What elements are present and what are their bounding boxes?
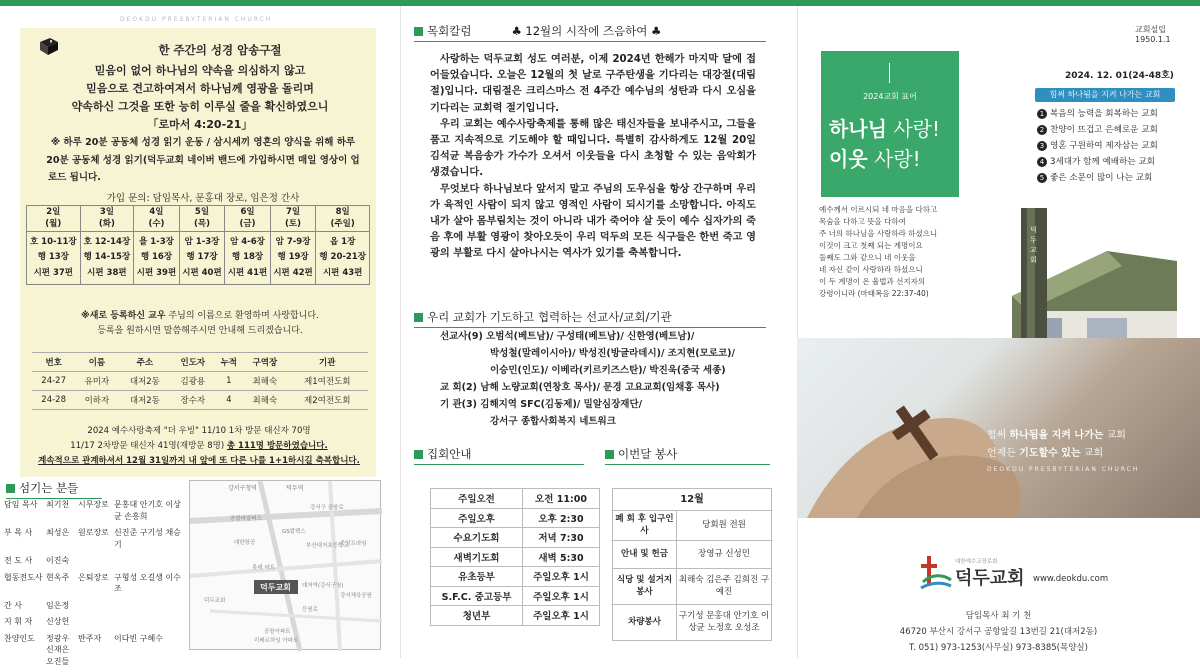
minister-cell: 구형성 오길생 이수조 xyxy=(114,572,184,600)
newcomer-welcome xyxy=(30,309,370,339)
scripture-line: 네 자신 같이 사랑하라 하셨으니 xyxy=(819,264,937,276)
reading-passage: 행 14-15장 xyxy=(81,250,134,265)
reading-line: 로드 됩니다. xyxy=(38,169,368,187)
volunteer-names: 당회원 전원 xyxy=(677,511,772,541)
scripture-line: 이것이 크고 첫째 되는 계명이요 xyxy=(819,240,937,252)
reading-passage: 욜 1-3장 xyxy=(134,235,179,250)
middle-column xyxy=(400,6,797,658)
church-contact xyxy=(797,608,1200,656)
service-time: 저녁 7:30 xyxy=(523,528,600,548)
minister-cell: 문홍대 안기호 이상균 손흥희 xyxy=(114,499,184,527)
senior-pastor: 담임목사 최 기 천 xyxy=(797,608,1200,624)
newcomer-cell: 대저2동 xyxy=(119,372,172,391)
section-marker xyxy=(605,450,614,459)
newcomer-cell: 4 xyxy=(214,391,243,410)
praying-hands-photo xyxy=(797,338,1200,518)
weekly-reading-table xyxy=(26,205,370,285)
minister-cell: 현옥주 xyxy=(46,572,78,600)
day-date: 4일 xyxy=(134,207,179,218)
newcomer-cell: 이하자 xyxy=(75,391,118,410)
mission-line: 기 관(3) 김해지역 SFC(김동제)/ 밀알심장재단/ xyxy=(440,396,770,413)
motto-box xyxy=(821,51,959,197)
newcomer-cell: 제2여전도회 xyxy=(286,391,368,410)
map-label: 강서구청역 xyxy=(228,483,257,492)
minister-row xyxy=(4,572,184,600)
newcomer-column-header: 구역장 xyxy=(243,353,286,372)
volunteer-names: 장영규 신성민 xyxy=(677,541,772,569)
mission-title: 우리 교회가 기도하고 협력하는 선교사/교회/기관 xyxy=(427,310,672,324)
reading-passage: 시편 41편 xyxy=(225,266,270,281)
column-subtitle: ♣ 12월의 시작에 즈음하여 ♣ xyxy=(511,24,661,38)
column-header xyxy=(414,23,766,42)
services-title: 집회안내 xyxy=(427,447,471,461)
mission-line: 교 회(2) 남해 노량교회(연창호 목사)/ 문경 고요교회(임채홍 목사) xyxy=(440,379,770,396)
newcomer-sub: 등록을 원하시면 말씀해주시면 안내해 드리겠습니다. xyxy=(30,324,370,339)
scripture-line: 목숨을 다하고 뜻을 다하여 xyxy=(819,216,937,228)
minister-cell: 최성은 xyxy=(46,527,78,555)
minister-cell xyxy=(114,555,184,572)
photo-text: 힘써 xyxy=(987,430,1010,441)
volunteer-header xyxy=(605,446,770,465)
reading-passage: 행 16장 xyxy=(134,250,179,265)
reading-passage: 시편 40편 xyxy=(180,266,225,281)
map-label: 부산대저초등학교 xyxy=(306,541,349,549)
newcomer-column-header: 기관 xyxy=(286,353,368,372)
map-label: 덕두역 xyxy=(286,483,303,492)
services-header xyxy=(414,446,584,465)
services-table xyxy=(430,488,600,626)
minister-row xyxy=(4,499,184,527)
column-title: 목회칼럼 xyxy=(427,24,471,38)
newcomer-cell: 장수자 xyxy=(171,391,214,410)
reading-line: ※ 하루 20분 공동체 성경 읽기 운동 / 삼시세끼 영혼의 양식을 위해 하루 xyxy=(38,134,368,152)
weekly-day-header xyxy=(179,206,225,232)
location-map xyxy=(189,480,381,650)
verse-line: 믿음이 없어 하나님의 약속을 의심하지 않고 xyxy=(40,62,360,80)
service-time: 새벽 5:30 xyxy=(523,547,600,567)
minister-cell: 은퇴장로 xyxy=(78,572,114,600)
svg-text:덕: 덕 xyxy=(1030,225,1037,234)
weekly-day-header xyxy=(27,206,81,232)
map-roads xyxy=(190,481,382,651)
minister-cell: 전 도 사 xyxy=(4,555,46,572)
service-name: 주일오전 xyxy=(431,489,523,509)
church-logo-icon xyxy=(919,554,953,594)
verse-text xyxy=(40,62,360,134)
newcomer-column-header: 이름 xyxy=(75,353,118,372)
reading-passage: 시편 39편 xyxy=(134,266,179,281)
vision-item xyxy=(1037,106,1197,122)
minister-cell: 반주자 xyxy=(78,633,114,672)
volunteer-names: 최해숙 김은주 김희진 구예진 xyxy=(677,569,772,605)
verse-title: 한 주간의 성경 암송구절 xyxy=(120,42,320,58)
volunteer-row xyxy=(613,569,772,605)
church-website-link[interactable]: www.deokdu.com xyxy=(1033,574,1108,584)
vision-text: 찬양이 뜨겁고 은혜로운 교회 xyxy=(1050,125,1158,135)
reading-passage: 시편 42편 xyxy=(271,266,316,281)
vision-text: 영혼 구원하여 제자삼는 교회 xyxy=(1050,141,1158,151)
weekly-day-header xyxy=(270,206,316,232)
church-slogan: 힘써 하나됨을 지켜 나가는 교회 xyxy=(1035,88,1175,102)
weekly-reading-cell xyxy=(27,232,81,285)
minister-row xyxy=(4,555,184,572)
festival-blessing: 계속적으로 관계하셔서 12월 31일까지 내 앞에 또 다른 나를 1+1하시길 축복합니다. xyxy=(28,454,370,469)
cover-column xyxy=(797,6,1200,658)
newcomer-cell: 제1여전도회 xyxy=(286,372,368,391)
day-name: (목) xyxy=(180,219,225,230)
bulletin-date: 2024. 12. 01(24-48호) xyxy=(1065,68,1174,81)
newcomer-cell: 24-27 xyxy=(32,372,75,391)
newcomer-title-rest: 주님의 이름으로 환영하며 사랑합니다. xyxy=(168,311,319,321)
svg-text:두: 두 xyxy=(1030,236,1037,244)
vision-number-icon: 5 xyxy=(1037,173,1047,183)
service-name: 유초등부 xyxy=(431,567,523,587)
newcomer-cell: 유미자 xyxy=(75,372,118,391)
volunteer-table xyxy=(612,488,772,641)
volunteer-title: 이번달 봉사 xyxy=(618,447,677,461)
day-date: 7일 xyxy=(271,207,316,218)
photo-text: 하나됨을 지켜 나가는 xyxy=(1010,430,1104,441)
newcomer-cell: 24-28 xyxy=(32,391,75,410)
vision-number-icon: 2 xyxy=(1037,125,1047,135)
map-label: 강서체육공원 xyxy=(340,591,372,599)
motto-word: 이웃 xyxy=(829,147,868,171)
scripture-quote xyxy=(819,204,937,300)
reading-passage: 암 7-9장 xyxy=(271,235,316,250)
reading-passage: 행 17장 xyxy=(180,250,225,265)
service-name: 수요기도회 xyxy=(431,528,523,548)
newcomer-title: ※새로 등록하신 교우 xyxy=(81,311,166,321)
minister-cell: 정광우 신재은 오진들 xyxy=(46,633,78,672)
reading-passage: 호 10-11장 xyxy=(27,235,80,250)
service-row xyxy=(431,606,600,626)
minister-cell: 협동전도사 xyxy=(4,572,46,600)
service-time: 주일오후 1시 xyxy=(523,586,600,606)
reading-passage: 행 19장 xyxy=(271,250,316,265)
mission-line: 선교사(9) 오범석(베트남)/ 구성태(베트남)/ 신한영(베트남)/ xyxy=(440,328,770,345)
photo-text: 언제든 xyxy=(987,448,1019,459)
section-marker xyxy=(414,313,423,322)
service-row xyxy=(431,528,600,548)
minister-cell xyxy=(78,555,114,572)
day-date: 2일 xyxy=(27,207,80,218)
newcomer-cell: 최해숙 xyxy=(243,372,286,391)
weekly-reading-cell xyxy=(316,232,370,285)
volunteer-row xyxy=(613,541,772,569)
mission-line: 박성철(말레이시아)/ 박성진(방글라데시)/ 조지현(모로코)/ xyxy=(440,345,770,362)
motto-word: 사랑! xyxy=(887,117,940,141)
photo-banner: DEOKDU PRESBYTERIAN CHURCH xyxy=(987,466,1139,473)
newcomer-column-header: 인도자 xyxy=(171,353,214,372)
church-address: 46720 부산시 강서구 공항앞길 13번길 21(대저2동) xyxy=(797,624,1200,640)
volunteer-month: 12월 xyxy=(613,489,772,511)
column-paragraph: 우리 교회는 예수사랑축제를 통해 많은 태신자들을 보내주시고, 그들을 품고 지속적으로 기도해야 할 때입니다. 특별히 감사하게도 12월 20일 김석균 복음송가 가수가 오셔서 이웃들을 다시 초청할 수 있는 음악회가 생겼습니다. xyxy=(430,117,756,182)
church-vision-list xyxy=(1037,106,1197,186)
church-logo-text: 덕두교회 xyxy=(955,564,1025,590)
reading-notice xyxy=(38,134,368,207)
festival-note-line: 11/17 2차방문 태신자 41명(재방문 8명) xyxy=(70,441,224,451)
newcomer-cell: 김광용 xyxy=(171,372,214,391)
ministers-header xyxy=(6,480,102,499)
vision-item xyxy=(1037,154,1197,170)
scripture-line: 예수께서 이르시되 네 마음을 다하고 xyxy=(819,204,937,216)
minister-cell: 지 휘 자 xyxy=(4,616,46,633)
service-row xyxy=(431,567,600,587)
minister-cell: 신진준 구기성 채승기 xyxy=(114,527,184,555)
service-time: 오전 11:00 xyxy=(523,489,600,509)
vision-number-icon: 3 xyxy=(1037,141,1047,151)
mission-line: 이승민(인도)/ 이베라(키르키즈스탄)/ 박진욱(중국 세종) xyxy=(440,362,770,379)
pastor-column-text xyxy=(430,52,756,263)
photo-slogan-2 xyxy=(987,444,1103,459)
section-marker xyxy=(414,450,423,459)
minister-cell xyxy=(114,600,184,617)
weekly-reading-cell xyxy=(179,232,225,285)
weekly-reading-cell xyxy=(225,232,271,285)
minister-row xyxy=(4,600,184,617)
weekly-day-header xyxy=(134,206,180,232)
service-row xyxy=(431,586,600,606)
map-label: 공항아파트 xyxy=(264,627,291,635)
volunteer-row xyxy=(613,511,772,541)
map-label: 대저역(강서구청) xyxy=(302,581,343,589)
section-marker xyxy=(6,484,15,493)
svg-text:회: 회 xyxy=(1030,255,1037,264)
minister-cell: 찬양인도 xyxy=(4,633,46,672)
volunteer-role: 안내 및 헌금 xyxy=(613,541,677,569)
motto-small: 2024교회 표어 xyxy=(821,91,959,102)
motto-line-1 xyxy=(829,113,940,142)
minister-row xyxy=(4,616,184,633)
day-name: (금) xyxy=(225,219,270,230)
minister-cell: 이진숙 xyxy=(46,555,78,572)
festival-total: 총 111명 방문하였습니다. xyxy=(227,441,328,451)
svg-text:교: 교 xyxy=(1030,246,1037,254)
section-marker xyxy=(414,27,423,36)
motto-line xyxy=(889,63,890,83)
verse-line: 약속하신 그것을 또한 능히 이루실 줄을 확신하였으니 xyxy=(40,98,360,116)
mission-list xyxy=(440,328,770,430)
reading-passage: 암 4-6장 xyxy=(225,235,270,250)
photo-slogan-1 xyxy=(987,426,1126,441)
reading-passage: 호 12-14장 xyxy=(81,235,134,250)
minister-cell: 원로장로 xyxy=(78,527,114,555)
map-church-label: 덕두교회 xyxy=(260,582,291,593)
service-name: 주일오후 xyxy=(431,508,523,528)
weekly-reading-cell xyxy=(80,232,134,285)
day-date: 5일 xyxy=(180,207,225,218)
minister-cell: 부 목 사 xyxy=(4,527,46,555)
map-label: GS칼텍스 xyxy=(282,527,306,535)
church-building-illustration xyxy=(997,206,1197,346)
newcomer-cell: 대저2동 xyxy=(119,391,172,410)
photo-text: 기도할수 있는 xyxy=(1019,448,1080,459)
vision-item xyxy=(1037,170,1197,186)
map-label: 등원로 xyxy=(302,605,318,613)
newcomer-row xyxy=(32,372,368,391)
weekly-reading-cell xyxy=(134,232,180,285)
weekly-day-header xyxy=(80,206,134,232)
vision-text: 3세대가 함께 예배하는 교회 xyxy=(1050,157,1155,167)
day-name: (화) xyxy=(81,219,134,230)
column-paragraph: 사랑하는 덕두교회 성도 여러분, 이제 2024년 한해가 마지막 달에 접어들었습니다. 오늘은 12월의 첫 날로 구주탄생을 기다리는 대강절(대림절)입니다. 대림절은 크리스마스 전 4주간 예수님의 성탄과 다시 오심을 기다리는 교회력 절기입니다. xyxy=(430,52,756,117)
reading-contact: 가입 문의: 담임목사, 문홍대 장로, 임은정 간사 xyxy=(38,190,368,208)
weekly-reading-cell xyxy=(270,232,316,285)
minister-cell xyxy=(78,616,114,633)
bible-icon xyxy=(38,36,60,56)
weekly-day-header xyxy=(316,206,370,232)
minister-cell xyxy=(114,616,184,633)
mission-header xyxy=(414,309,766,328)
reading-passage: 행 20-21장 xyxy=(316,250,369,265)
scripture-line: 주 너의 하나님을 사랑하라 하셨으니 xyxy=(819,228,937,240)
vision-number-icon: 1 xyxy=(1037,109,1047,119)
mission-line: 강서구 종합사회복지 네트워크 xyxy=(440,413,770,430)
minister-cell: 간 사 xyxy=(4,600,46,617)
ministers-table xyxy=(4,499,184,672)
motto-word: 사랑! xyxy=(868,147,921,171)
newcomer-column-header: 번호 xyxy=(32,353,75,372)
left-banner: DEOKDU PRESBYTERIAN CHURCH xyxy=(120,16,272,23)
volunteer-role: 식당 및 설거지 봉사 xyxy=(613,569,677,605)
map-label: 덕두교회 xyxy=(204,596,225,604)
volunteer-role: 폐 회 후 입구인사 xyxy=(613,511,677,541)
service-name: S.F.C. 중고등부 xyxy=(431,586,523,606)
reading-passage: 행 13장 xyxy=(27,250,80,265)
newcomer-cell: 1 xyxy=(214,372,243,391)
verse-line: 믿음으로 견고하여져서 하나님께 영광을 돌리며 xyxy=(40,80,360,98)
minister-cell: 담임 목사 xyxy=(4,499,46,527)
newcomer-table xyxy=(32,352,368,410)
map-label: 롯데 마트 xyxy=(252,563,275,571)
map-label: 공항마을버스 xyxy=(230,514,262,522)
minister-row xyxy=(4,633,184,672)
logo-denomination: 대한예수교장로회 xyxy=(955,557,998,565)
map-label: 강서구 공항로 xyxy=(310,503,344,511)
service-time: 주일오후 1시 xyxy=(523,567,600,587)
service-name: 청년부 xyxy=(431,606,523,626)
scripture-line: 둘째도 그와 같으니 네 이웃을 xyxy=(819,252,937,264)
founded-date: 교회설립 1950.1.1 xyxy=(1135,24,1200,44)
service-time: 주일오후 1시 xyxy=(523,606,600,626)
volunteer-row xyxy=(613,605,772,641)
reading-passage: 시편 37편 xyxy=(27,266,80,281)
newcomer-row xyxy=(32,391,368,410)
reading-passage: 암 1-3장 xyxy=(180,235,225,250)
scripture-line: 강령이니라 (마태복음 22:37-40) xyxy=(819,288,937,300)
day-name: (월) xyxy=(27,219,80,230)
reading-passage: 옵 1장 xyxy=(316,235,369,250)
vision-text: 복음의 능력을 회복하는 교회 xyxy=(1050,109,1158,119)
day-name: (토) xyxy=(271,219,316,230)
minister-cell xyxy=(78,600,114,617)
weekly-day-header xyxy=(225,206,271,232)
ministers-title: 섬기는 분들 xyxy=(19,481,78,495)
service-row xyxy=(431,508,600,528)
festival-note xyxy=(28,424,370,469)
left-column xyxy=(0,6,400,658)
service-row xyxy=(431,547,600,567)
volunteer-role: 차량봉사 xyxy=(613,605,677,641)
day-name: (수) xyxy=(134,219,179,230)
verse-reference: 「로마서 4:20-21」 xyxy=(40,116,360,134)
church-phone: T. 051) 973-1253(사무실) 973-8385(목양실) xyxy=(797,640,1200,656)
volunteer-names: 구기성 문홍대 안기호 이상균 노정호 오성조 xyxy=(677,605,772,641)
reading-line: 20분 공동체 성경 읽기(덕두교회 네이버 밴드에 가입하시면 매일 영상이 업 xyxy=(38,152,368,170)
motto-word: 하나님 xyxy=(829,117,887,141)
column-paragraph: 무엇보다 하나님보다 앞서지 말고 주님의 도우심을 항상 간구하며 우리가 육적인 사람이 되지 않고 영적인 사람이 되시기를 소망합니다. 아직도 내가 살아 몸부림치는 것이 아니라 내가 죽어야 살 듯이 예수 십자가의 죽음 후에 부활 영광이 찾아오듯이 우리 덕두의 모든 식구들은 한번 죽고 영광의 부활로 다시 살아나시는 역사가 있기를 축복합니다. xyxy=(430,182,756,263)
service-time: 오후 2:30 xyxy=(523,508,600,528)
reading-passage: 시편 43편 xyxy=(316,266,369,281)
reading-passage: 시편 38편 xyxy=(81,266,134,281)
scripture-line: 이 두 계명이 온 율법과 선지자의 xyxy=(819,276,937,288)
photo-text: 교회 xyxy=(1103,430,1126,441)
service-row xyxy=(431,489,600,509)
vision-item xyxy=(1037,122,1197,138)
minister-row xyxy=(4,527,184,555)
newcomer-column-header: 주소 xyxy=(119,353,172,372)
minister-cell: 이다빈 구혜수 xyxy=(114,633,184,672)
day-date: 8일 xyxy=(316,207,369,218)
motto-line-2 xyxy=(829,143,921,172)
festival-note-line: 2024 예수사랑축제 "더 우빙" 11/10 1차 방문 태신자 70명 xyxy=(28,424,370,439)
newcomer-column-header: 누적 xyxy=(214,353,243,372)
day-date: 6일 xyxy=(225,207,270,218)
service-name: 새벽기도회 xyxy=(431,547,523,567)
newcomer-cell: 최해숙 xyxy=(243,391,286,410)
map-label: 대한항공 xyxy=(234,538,255,546)
map-label: 중앙프라임 xyxy=(340,539,367,547)
day-name: (주일) xyxy=(316,219,369,230)
minister-cell: 최기천 xyxy=(46,499,78,527)
day-date: 3일 xyxy=(81,207,134,218)
vision-number-icon: 4 xyxy=(1037,157,1047,167)
vision-text: 좋은 소문이 많이 나는 교회 xyxy=(1050,173,1152,183)
vision-item xyxy=(1037,138,1197,154)
minister-cell: 시무장로 xyxy=(78,499,114,527)
minister-cell: 임은정 xyxy=(46,600,78,617)
minister-cell: 신상헌 xyxy=(46,616,78,633)
reading-passage: 행 18장 xyxy=(225,250,270,265)
map-label: 리베르하임 아파트 xyxy=(254,636,298,644)
photo-text: 교회 xyxy=(1081,448,1104,459)
